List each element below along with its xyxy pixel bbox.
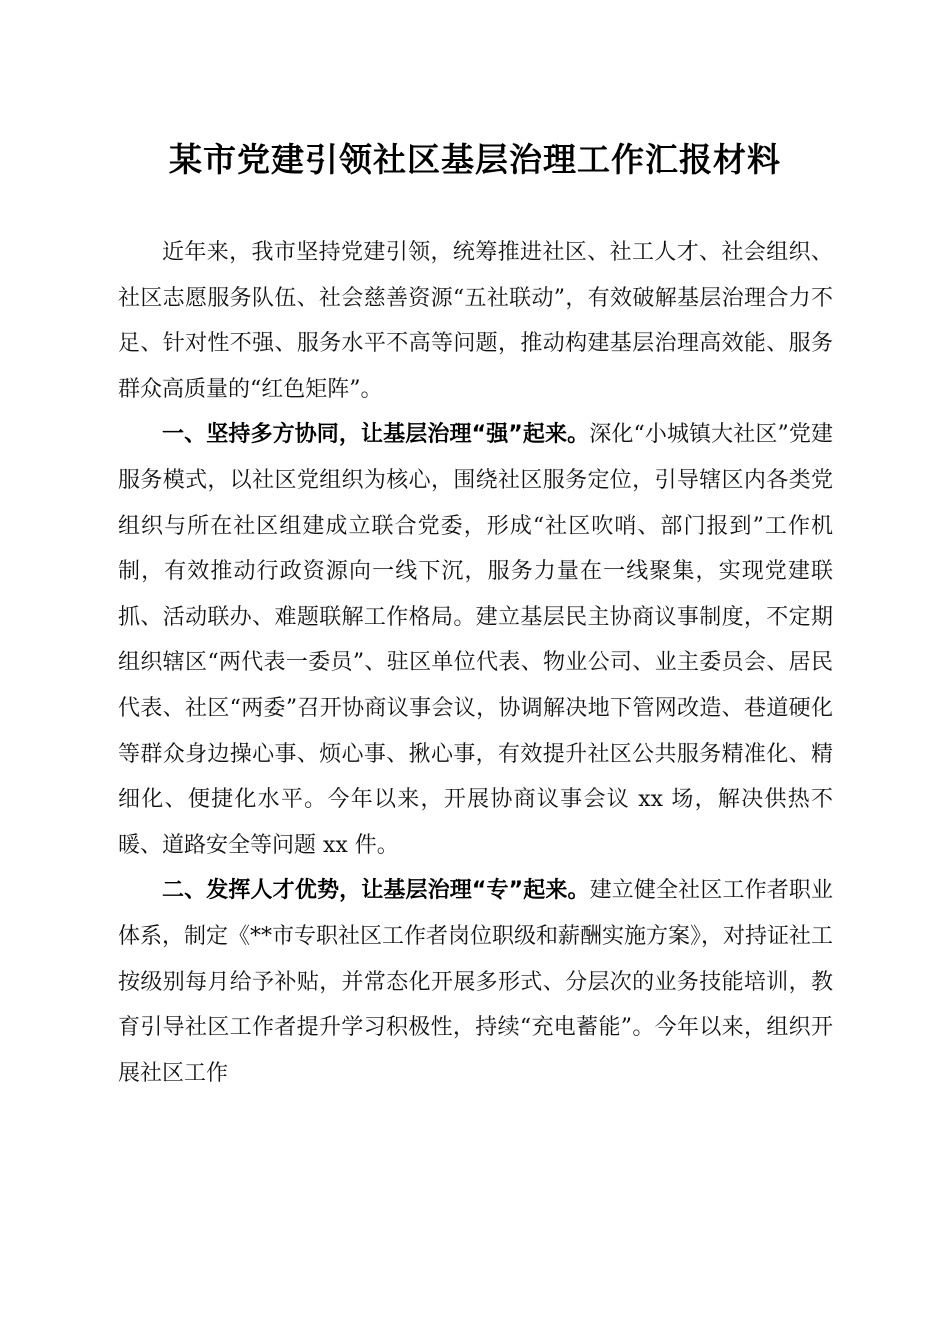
paragraph-text: 建立健全社区工作者职业体系，制定《**市专职社区工作者岗位职级和薪酬实施方案》，对持证社工按级别每月给予补贴，并常态化开展多形式、分层次的业务技能培训，教育引导社区工作者提升学习积极性，持续“充电蓄能”。今年以来，组织开展社区工作	[118, 878, 834, 1086]
section-heading: 一、坚持多方协同，让基层治理“强”起来。	[162, 422, 590, 448]
document-title: 某市党建引领社区基层治理工作汇报材料	[169, 140, 781, 179]
paragraph-section-one	[118, 412, 833, 868]
document-body	[118, 230, 833, 1096]
paragraph-section-two	[118, 868, 833, 1096]
paragraph-text: 近年来，我市坚持党建引领，统筹推进社区、社工人才、社会组织、社区志愿服务队伍、社会慈善资源“五社联动”，有效破解基层治理合力不足、针对性不强、服务水平不高等问题，推动构建基层治理高效能、服务群众高质量的“红色矩阵”。	[118, 240, 833, 402]
paragraph-intro	[118, 230, 833, 412]
paragraph-text: 深化“小城镇大社区”党建服务模式，以社区党组织为核心，围绕社区服务定位，引导辖区内各类党组织与所在社区组建成立联合党委，形成“社区吹哨、部门报到”工作机制，有效推动行政资源向一线下沉，服务力量在一线聚集，实现党建联抓、活动联办、难题联解工作格局。建立基层民主协商议事制度，不定期组织辖区“两代表一委员”、驻区单位代表、物业公司、业主委员会、居民代表、社区“两委”召开协商议事会议，协调解决地下管网改造、巷道硬化等群众身边操心事、烦心事、揪心事，有效提升社区公共服务精准化、精细化、便捷化水平。今年以来，开展协商议事会议 xx 场，解决供热不暖、道路安全等问题 xx 件。	[118, 422, 833, 858]
section-heading: 二、发挥人才优势，让基层治理“专”起来。	[162, 878, 590, 904]
